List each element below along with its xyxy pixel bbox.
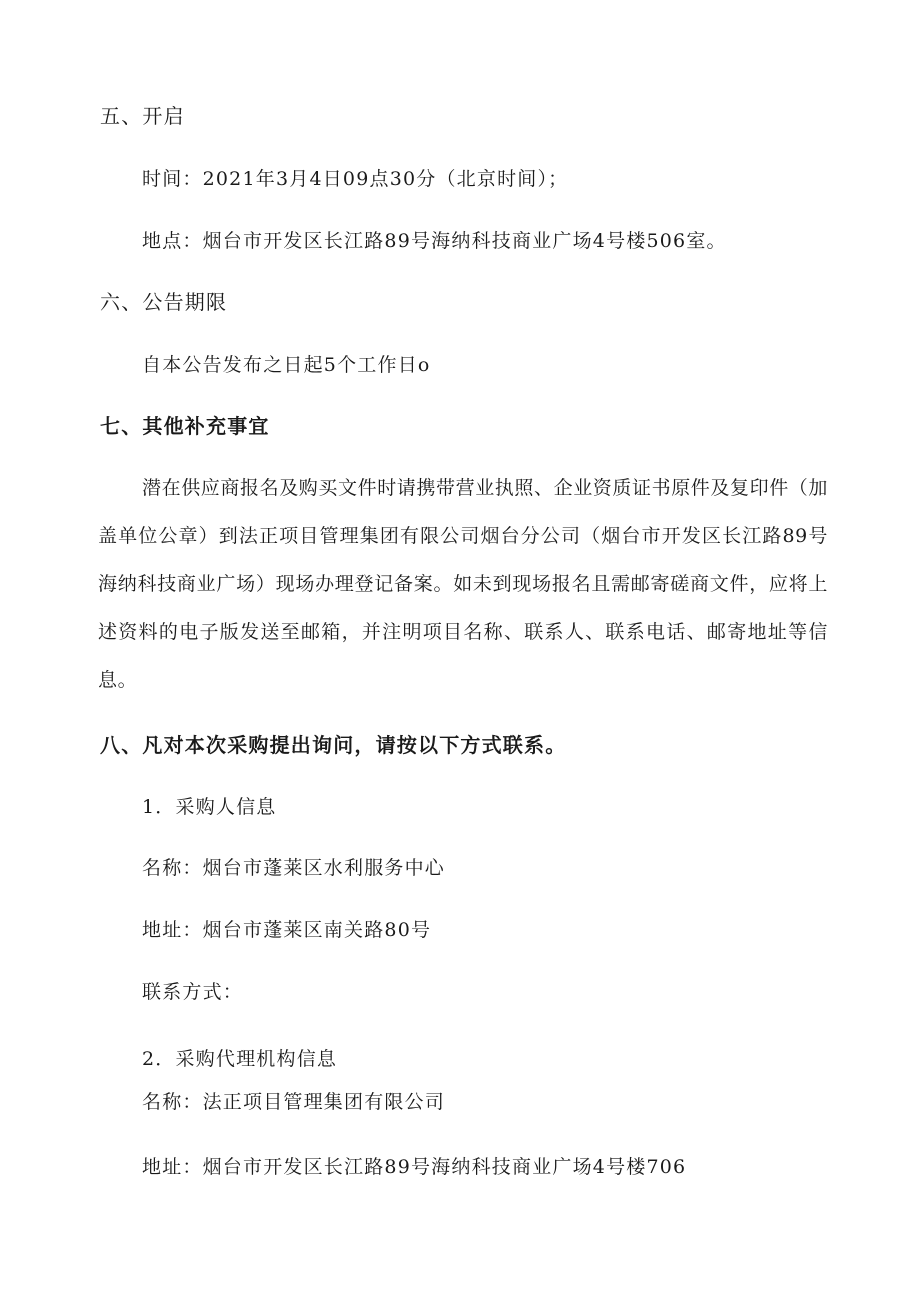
agency-info-title: 2．采购代理机构信息 <box>142 1048 338 1070</box>
supplementary-paragraph: 潜在供应商报名及购买文件时请携带营业执照、企业资质证书原件及复印件（加盖单位公章）到法正项目管理集团有限公司烟台分公司（烟台市开发区长江路89号海纳科技商业广场）现场办理登记备案。如未到现场报名且需邮寄磋商文件，应将上述资料的电子版发送至邮箱，并注明项目名称、联系人、联系电话、邮寄地址等信息。 <box>98 477 829 691</box>
agency-name: 名称：法正项目管理集团有限公司 <box>142 1091 446 1113</box>
purchaser-address: 地址：烟台市蓬莱区南关路80号 <box>142 919 432 941</box>
purchaser-contact: 联系方式： <box>142 981 244 1003</box>
opening-time: 时间：2021年3月4日09点30分（北京时间）； <box>142 168 569 190</box>
section-6-heading: 六、公告期限 <box>100 290 228 314</box>
section-8-heading: 八、凡对本次采购提出询问，请按以下方式联系。 <box>100 733 567 757</box>
purchaser-name: 名称：烟台市蓬莱区水利服务中心 <box>142 857 446 879</box>
agency-address: 地址：烟台市开发区长江路89号海纳科技商业广场4号楼706 <box>142 1156 687 1178</box>
opening-place: 地点：烟台市开发区长江路89号海纳科技商业广场4号楼506室。 <box>142 230 727 252</box>
section-5-heading: 五、开启 <box>100 104 185 128</box>
purchaser-info-title: 1．采购人信息 <box>142 796 277 818</box>
notice-period-text: 自本公告发布之日起5个工作日o <box>142 354 431 376</box>
section-7-heading: 七、其他补充事宜 <box>100 414 270 438</box>
